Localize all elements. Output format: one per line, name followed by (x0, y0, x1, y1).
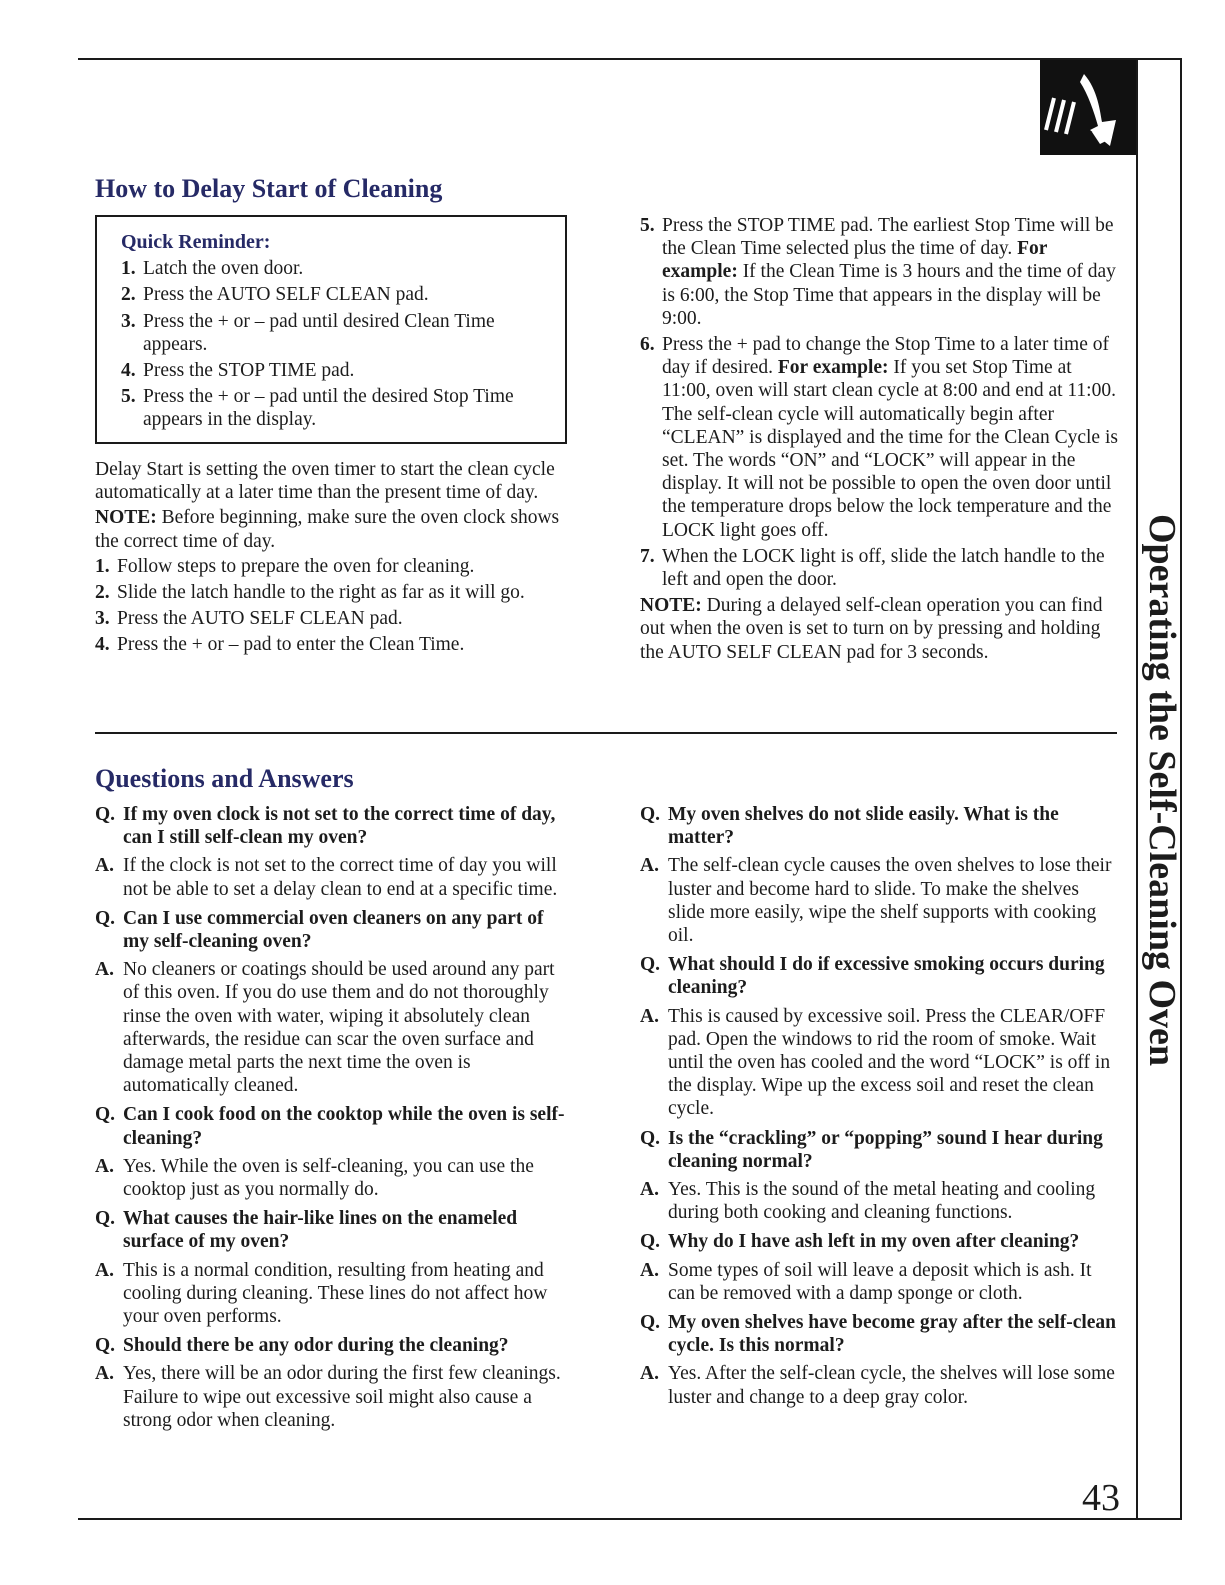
question-text: What causes the hair-like lines on the enameled surface of my oven? (123, 1208, 518, 1253)
step-text (662, 333, 1118, 542)
qa-right-column (640, 803, 1120, 1415)
delay-note-paragraph (95, 506, 567, 552)
question-text: Can I cook food on the cooktop while the oven is self-cleaning? (123, 1104, 565, 1149)
question-text: My oven shelves have become gray after the self-clean cycle. Is this normal? (668, 1312, 1117, 1357)
example-label: For example: (662, 238, 1048, 283)
step-text-part: If the Clean Time is 3 hours and the time of day is 6:00, the Stop Time that appears in the display will be 9:00. (662, 261, 1116, 329)
delay-step (640, 214, 1118, 330)
a-label: A. (95, 1259, 114, 1281)
delay-start-heading: How to Delay Start of Cleaning (95, 174, 443, 203)
qa-item (640, 953, 1120, 1120)
step-number: 7. (640, 545, 655, 567)
a-label: A. (640, 1259, 659, 1281)
step-text: Press the + or – pad to enter the Clean Time. (117, 634, 465, 656)
step-text-part: Press the STOP TIME pad. The earliest Stop Time will be the Clean Time selected plus the time of day. (662, 215, 1114, 260)
note-text: Before beginning, make sure the oven clock shows the correct time of day. (95, 507, 560, 552)
step-number: 3. (121, 310, 136, 332)
step-text: Press the AUTO SELF CLEAN pad. (117, 608, 403, 630)
answer (640, 854, 1120, 947)
step-number: 5. (121, 386, 136, 408)
a-label: A. (640, 1179, 659, 1201)
quick-reminder-title: Quick Reminder: (121, 231, 271, 253)
step-text: Press the AUTO SELF CLEAN pad. (143, 284, 429, 306)
question (95, 1103, 573, 1149)
step-text: Press the STOP TIME pad. (143, 360, 355, 382)
question (640, 1127, 1120, 1173)
qa-item (640, 803, 1120, 947)
qa-item (640, 1230, 1120, 1305)
a-label: A. (95, 1363, 114, 1385)
qa-item (95, 907, 573, 1098)
step-number: 5. (640, 215, 655, 236)
step-text-part: If you set Stop Time at 11:00, oven will start clean cycle at 8:00 and end at 11:00. (662, 357, 1116, 402)
answer-text: Yes, there will be an odor during the first few cleanings. Failure to wipe out excessive soil might also cause a strong odor when cleaning. (123, 1363, 561, 1431)
step-text: Press the + or – pad until the desired Stop Time appears in the display. (143, 386, 514, 431)
question (640, 953, 1120, 999)
step-text-part: Press the + pad to change the Stop Time to a later time of day if desired. (662, 334, 1109, 379)
answer (95, 854, 573, 900)
step-number: 3. (95, 608, 110, 630)
qa-item (640, 1127, 1120, 1225)
step-number: 1. (95, 555, 110, 577)
q-label: Q. (640, 1231, 661, 1253)
step-number: 2. (121, 284, 136, 306)
delay-step (95, 607, 567, 630)
section-divider-rule (95, 732, 1117, 734)
step-number: 4. (121, 360, 136, 382)
answer-text: No cleaners or coatings should be used around any part of this oven. If you do use them and do not thoroughly rinse the oven with water, wiping it absolutely clean afterwards, the residue can scar the oven surface and damage metal parts the next time the oven is automatically cleaned. (123, 959, 555, 1097)
answer (95, 1362, 573, 1432)
qa-item (95, 803, 573, 901)
answer (95, 1155, 573, 1201)
delay-step (95, 633, 567, 656)
step-text: Latch the oven door. (143, 258, 304, 280)
step-number: 4. (95, 634, 110, 656)
question (95, 907, 573, 953)
note-text: During a delayed self-clean operation you can find out when the oven is set to turn on by pressing and holding the AUTO SELF CLEAN pad for 3 seconds. (640, 595, 1103, 663)
a-label: A. (640, 1005, 659, 1027)
question (640, 803, 1120, 849)
example-label: For example: (777, 357, 889, 379)
answer (640, 1259, 1120, 1305)
step-text: Follow steps to prepare the oven for cleaning. (117, 555, 475, 577)
answer (640, 1178, 1120, 1224)
step-text: Slide the latch handle to the right as far as it will go. (117, 582, 525, 604)
qa-left-column (95, 803, 573, 1438)
answer-text: The self-clean cycle causes the oven shelves to lose their luster and become hard to slide. To make the shelves slide more easily, wipe the shelf supports with cooking oil. (668, 855, 1112, 947)
a-label: A. (95, 855, 114, 877)
answer-text: Yes. After the self-clean cycle, the shelves will lose some luster and change to a deep gray color. (668, 1363, 1115, 1408)
question-text: My oven shelves do not slide easily. What is the matter? (668, 804, 1059, 849)
answer-text: Yes. While the oven is self-cleaning, you can use the cooktop just as you normally do. (123, 1155, 534, 1201)
delay-step (95, 581, 567, 604)
reminder-step (121, 283, 549, 306)
step-text: Press the + or – pad until desired Clean Time appears. (143, 310, 495, 355)
qa-item (95, 1334, 573, 1432)
question-text: Should there be any odor during the cleaning? (123, 1335, 509, 1357)
q-label: Q. (95, 907, 116, 929)
q-label: Q. (640, 954, 661, 976)
answer (95, 958, 573, 1097)
step-text (662, 214, 1118, 330)
question-text: Is the “crackling” or “popping” sound I hear during cleaning normal? (668, 1127, 1103, 1172)
qa-item (640, 1311, 1120, 1409)
delay-step (640, 545, 1118, 591)
question (95, 1207, 573, 1253)
reminder-step (121, 359, 549, 382)
step-number: 6. (640, 334, 655, 356)
answer (640, 1005, 1120, 1121)
qa-heading: Questions and Answers (95, 764, 354, 793)
q-label: Q. (95, 1104, 116, 1126)
answer-text: This is a normal condition, resulting from heating and cooling during cleaning. These lines do not affect how your oven performs. (123, 1259, 548, 1328)
step-text: When the LOCK light is off, slide the latch handle to the left and open the door. (662, 545, 1105, 591)
question (95, 1334, 573, 1357)
delay-right-column (640, 214, 1118, 666)
q-label: Q. (640, 804, 661, 825)
reminder-step (121, 385, 549, 431)
answer-text: Yes. This is the sound of the metal heating and cooling during both cooking and cleaning functions. (668, 1179, 1096, 1224)
a-label: A. (640, 855, 659, 877)
bottom-rule (78, 1518, 1182, 1520)
q-label: Q. (95, 1208, 116, 1230)
question (640, 1230, 1120, 1253)
quick-reminder-list (121, 257, 549, 431)
delay-step (95, 555, 567, 578)
question (640, 1311, 1120, 1357)
a-label: A. (95, 959, 114, 981)
note-label: NOTE: (640, 595, 702, 617)
q-label: Q. (640, 1127, 661, 1149)
delay-note2-paragraph (640, 594, 1118, 664)
question (95, 803, 573, 849)
note-label: NOTE: (95, 507, 157, 529)
reminder-step (121, 257, 549, 280)
a-label: A. (640, 1363, 659, 1385)
delay-step (640, 333, 1118, 542)
question-text: What should I do if excessive smoking occurs during cleaning? (668, 954, 1105, 999)
oven-cleaning-logo-icon (1040, 60, 1136, 155)
answer-text: Some types of soil will leave a deposit which is ash. It can be removed with a damp sponge or cloth. (668, 1259, 1092, 1304)
qa-item (95, 1103, 573, 1201)
step-number: 1. (121, 258, 136, 280)
section-side-title: Operating the Self-Cleaning Oven (1141, 513, 1183, 1067)
step-extra-text: The self-clean cycle will automatically begin after “CLEAN” is displayed and the time for the Clean Cycle is set. The words “ON” and “LOCK” will appear in the display. It will not be possible to open the oven door until the temperature drops below the lock temperature and the LOCK light goes off. (662, 403, 1118, 541)
q-label: Q. (640, 1312, 661, 1334)
qa-item (95, 1207, 573, 1328)
question-text: Can I use commercial oven cleaners on any part of my self-cleaning oven? (123, 907, 544, 953)
step-number: 2. (95, 582, 110, 604)
answer (95, 1259, 573, 1329)
page-number: 43 (1082, 1477, 1120, 1519)
answer-text: This is caused by excessive soil. Press the CLEAR/OFF pad. Open the windows to rid the room of smoke. Wait until the oven has cooled and the word “LOCK” is off in the display. Wipe up the excess soil and reset the clean cycle. (668, 1005, 1111, 1120)
answer-text: If the clock is not set to the correct time of day you will not be able to set a delay clean to end at a specific time. (123, 855, 558, 900)
q-label: Q. (95, 804, 116, 825)
side-divider-rule (1136, 58, 1138, 1520)
quick-reminder-box (95, 215, 567, 444)
delay-intro-paragraph: Delay Start is setting the oven timer to start the clean cycle automatically at a later time than the present time of day. (95, 459, 555, 504)
delay-left-column (95, 458, 567, 660)
top-rule (78, 58, 1182, 60)
q-label: Q. (95, 1335, 116, 1357)
reminder-step (121, 310, 549, 356)
answer (640, 1362, 1120, 1408)
question-text: If my oven clock is not set to the correct time of day, can I still self-clean my oven? (123, 804, 556, 849)
a-label: A. (95, 1155, 114, 1177)
question-text: Why do I have ash left in my oven after cleaning? (668, 1231, 1080, 1253)
